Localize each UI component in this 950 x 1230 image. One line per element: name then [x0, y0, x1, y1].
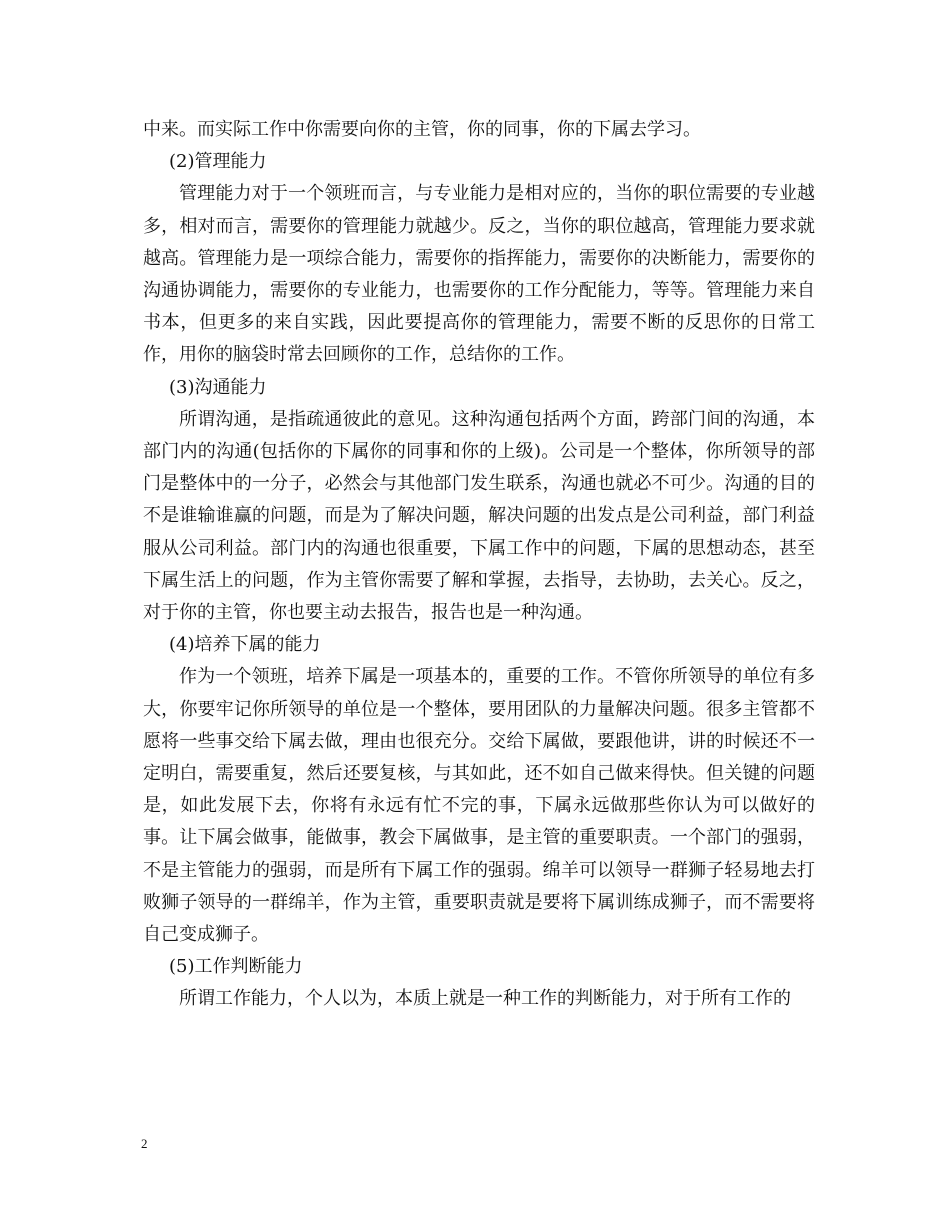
page-number: 2 — [141, 1136, 148, 1151]
paragraph-management: 管理能力对于一个领班而言，与专业能力是相对应的，当你的职位需要的专业越多，相对而言，需要你的管理能力就越少。反之，当你的职位越高，管理能力要求就越高。管理能力是一项综合能力，需要你的指挥能力，需要你的决断能力，需要你的沟通协调能力，需要你的专业能力，也需要你的工作分配能力，等等。管理能力来自书本，但更多的来自实践，因此要提高你的管理能力，需要不断的反思你的日常工作，用你的脑袋时常去回顾你的工作，总结你的工作。 — [143, 183, 815, 366]
section-heading-judgment: (5)工作判断能力 — [169, 956, 303, 978]
paragraph-continuation: 中来。而实际工作中你需要向你的主管，你的同事，你的下属去学习。 — [143, 119, 701, 140]
document-body — [143, 114, 815, 1016]
paragraph-training: 作为一个领班，培养下属是一项基本的，重要的工作。不管你所领导的单位有多大，你要牢记你所领导的单位是一个整体，要用团队的力量解决问题。很多主管都不愿将一些事交给下属去做，理由也很充分。交给下属做，要跟他讲，讲的时候还不一定明白，需要重复，然后还要复核，与其如此，还不如自己做来得快。但关键的问题是，如此发展下去，你将有永远有忙不完的事，下属永远做那些你认为可以做好的事。让下属会做事，能做事，教会下属做事，是主管的重要职责。一个部门的强弱，不是主管能力的强弱，而是所有下属工作的强弱。绵羊可以领导一群狮子轻易地去打败狮子领导的一群绵羊，作为主管，重要职责就是要将下属训练成狮子，而不需要将自己变成狮子。 — [143, 666, 815, 946]
section-heading-communication: (3)沟通能力 — [169, 376, 267, 398]
paragraph-judgment: 所谓工作能力，个人以为，本质上就是一种工作的判断能力，对于所有工作的 — [179, 988, 791, 1010]
section-heading-training: (4)培养下属的能力 — [169, 634, 321, 656]
paragraph-communication: 所谓沟通，是指疏通彼此的意见。这种沟通包括两个方面，跨部门间的沟通，本部门内的沟通(包括你的下属你的同事和你的上级)。公司是一个整体，你所领导的部门是整体中的一分子，必然会与其他部门发生联系，沟通也就必不可少。沟通的目的不是谁输谁赢的问题，而是为了解决问题，解决问题的出发点是公司利益，部门利益服从公司利益。部门内的沟通也很重要，下属工作中的问题，下属的思想动态，甚至下属生活上的问题，作为主管你需要了解和掌握，去指导，去协助，去关心。反之，对于你的主管，你也要主动去报告，报告也是一种沟通。 — [143, 408, 815, 624]
section-heading-management: (2)管理能力 — [169, 151, 267, 173]
